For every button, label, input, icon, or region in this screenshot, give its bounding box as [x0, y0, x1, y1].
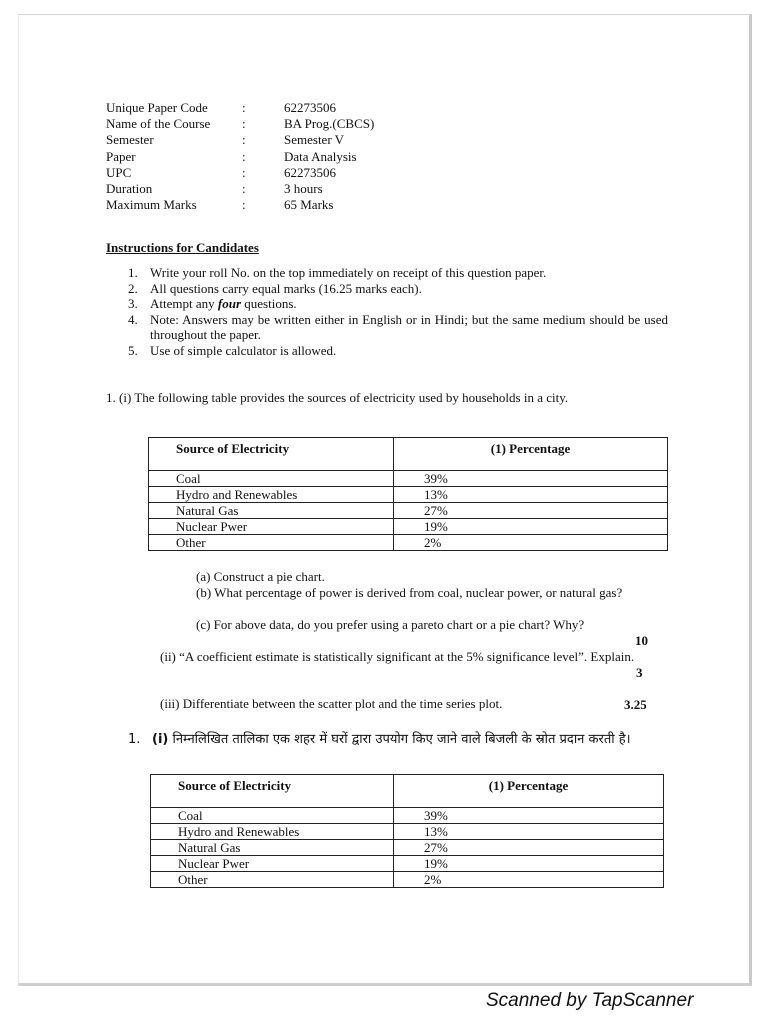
paper-detail-value: BA Prog.(CBCS)	[284, 116, 375, 132]
paper-detail-row	[106, 181, 374, 197]
paper-detail-label: Unique Paper Code	[106, 100, 208, 115]
question-1-intro: 1. (i) The following table provides the sources of electricity used by households in a city.	[106, 390, 569, 405]
table-row: Natural Gas 27%	[151, 840, 664, 856]
emphasis-four: four	[217, 296, 242, 311]
paper-detail-value: 65 Marks	[284, 197, 334, 213]
instruction-item: 4. Note: Answers may be written either in English or in Hindi; but the same medium should be used throughout the paper.	[128, 311, 668, 342]
paper-detail-row	[106, 116, 374, 132]
marks-1-ii: 3	[636, 665, 643, 680]
paper-detail-value: 62273506	[284, 100, 336, 115]
paper-detail-colon: :	[242, 132, 246, 148]
paper-detail-colon: :	[242, 180, 246, 196]
question-1-iii: (iii) Differentiate between the scatter plot and the time series plot.	[160, 696, 503, 711]
paper-detail-label: UPC	[106, 164, 132, 180]
table-header-cell: Source of Electricity	[151, 775, 394, 808]
paper-detail-colon: :	[242, 116, 246, 132]
table-header-row	[149, 438, 668, 471]
table-row: Hydro and Renewables 13%	[151, 824, 664, 840]
table-row: Nuclear Pwer 19%	[149, 519, 668, 535]
table-header-cell: (1) Percentage	[394, 775, 664, 808]
paper-detail-row	[106, 197, 374, 213]
paper-details	[106, 100, 374, 213]
table-row: Other 2%	[151, 872, 664, 888]
paper-detail-value: 3 hours	[284, 180, 323, 196]
electricity-table-english	[148, 437, 668, 551]
paper-detail-value: Semester V	[284, 132, 345, 148]
instructions-heading: Instructions for Candidates	[106, 240, 259, 255]
paper-detail-row	[106, 165, 374, 181]
question-1a: (a) Construct a pie chart.	[196, 569, 325, 584]
paper-detail-label: Name of the Course	[106, 116, 211, 132]
paper-detail-colon: :	[242, 164, 246, 180]
scanner-watermark: Scanned by TapScanner	[486, 990, 694, 1011]
instruction-item: 1. Write your roll No. on the top immediately on receipt of this question paper.	[128, 265, 547, 280]
table-header-cell: (1) Percentage	[394, 438, 668, 471]
paper-detail-colon: :	[242, 148, 246, 164]
question-1c: (c) For above data, do you prefer using a pareto chart or a pie chart? Why?	[196, 617, 585, 632]
table-row: Other 2%	[149, 535, 668, 551]
paper-detail-colon: :	[242, 197, 246, 213]
paper-detail-label: Semester	[106, 132, 154, 148]
instruction-item: 2. All questions carry equal marks (16.25 marks each).	[128, 280, 422, 296]
paper-detail-colon: :	[242, 100, 246, 115]
table-row: Coal 39%	[151, 808, 664, 824]
table-row: Coal 39%	[149, 471, 668, 487]
marks-1-i: 10	[635, 633, 648, 648]
table-row: Natural Gas 27%	[149, 503, 668, 519]
paper-detail-label: Duration	[106, 180, 153, 196]
electricity-table-hindi	[150, 774, 664, 888]
table-row: Hydro and Renewables 13%	[149, 487, 668, 503]
question-1-hindi: 1. (i) निम्नलिखित तालिका एक शहर में घरों द्वारा उपयोग किए जाने वाले बिजली के स्रोत प्रदान करती है।	[128, 732, 631, 747]
paper-detail-row	[106, 149, 374, 165]
instruction-item: 5. Use of simple calculator is allowed.	[128, 342, 337, 358]
instruction-item: 3. Attempt any four questions.	[128, 296, 297, 311]
instructions-list	[128, 265, 668, 358]
marks-1-iii: 3.25	[624, 697, 647, 712]
paper-detail-label: Paper	[106, 148, 136, 164]
paper-detail-value: Data Analysis	[284, 148, 357, 164]
paper-detail-value: 62273506	[284, 164, 336, 180]
paper-detail-row	[106, 100, 374, 116]
table-header-cell: Source of Electricity	[149, 438, 394, 471]
question-1b: (b) What percentage of power is derived from coal, nuclear power, or natural gas?	[196, 585, 623, 600]
question-1-ii: (ii) “A coefficient estimate is statistically significant at the 5% significance level”. Explain.	[160, 649, 635, 664]
table-header-row	[151, 775, 664, 808]
paper-detail-label: Maximum Marks	[106, 197, 197, 213]
paper-detail-row	[106, 132, 374, 148]
table-row: Nuclear Pwer 19%	[151, 856, 664, 872]
